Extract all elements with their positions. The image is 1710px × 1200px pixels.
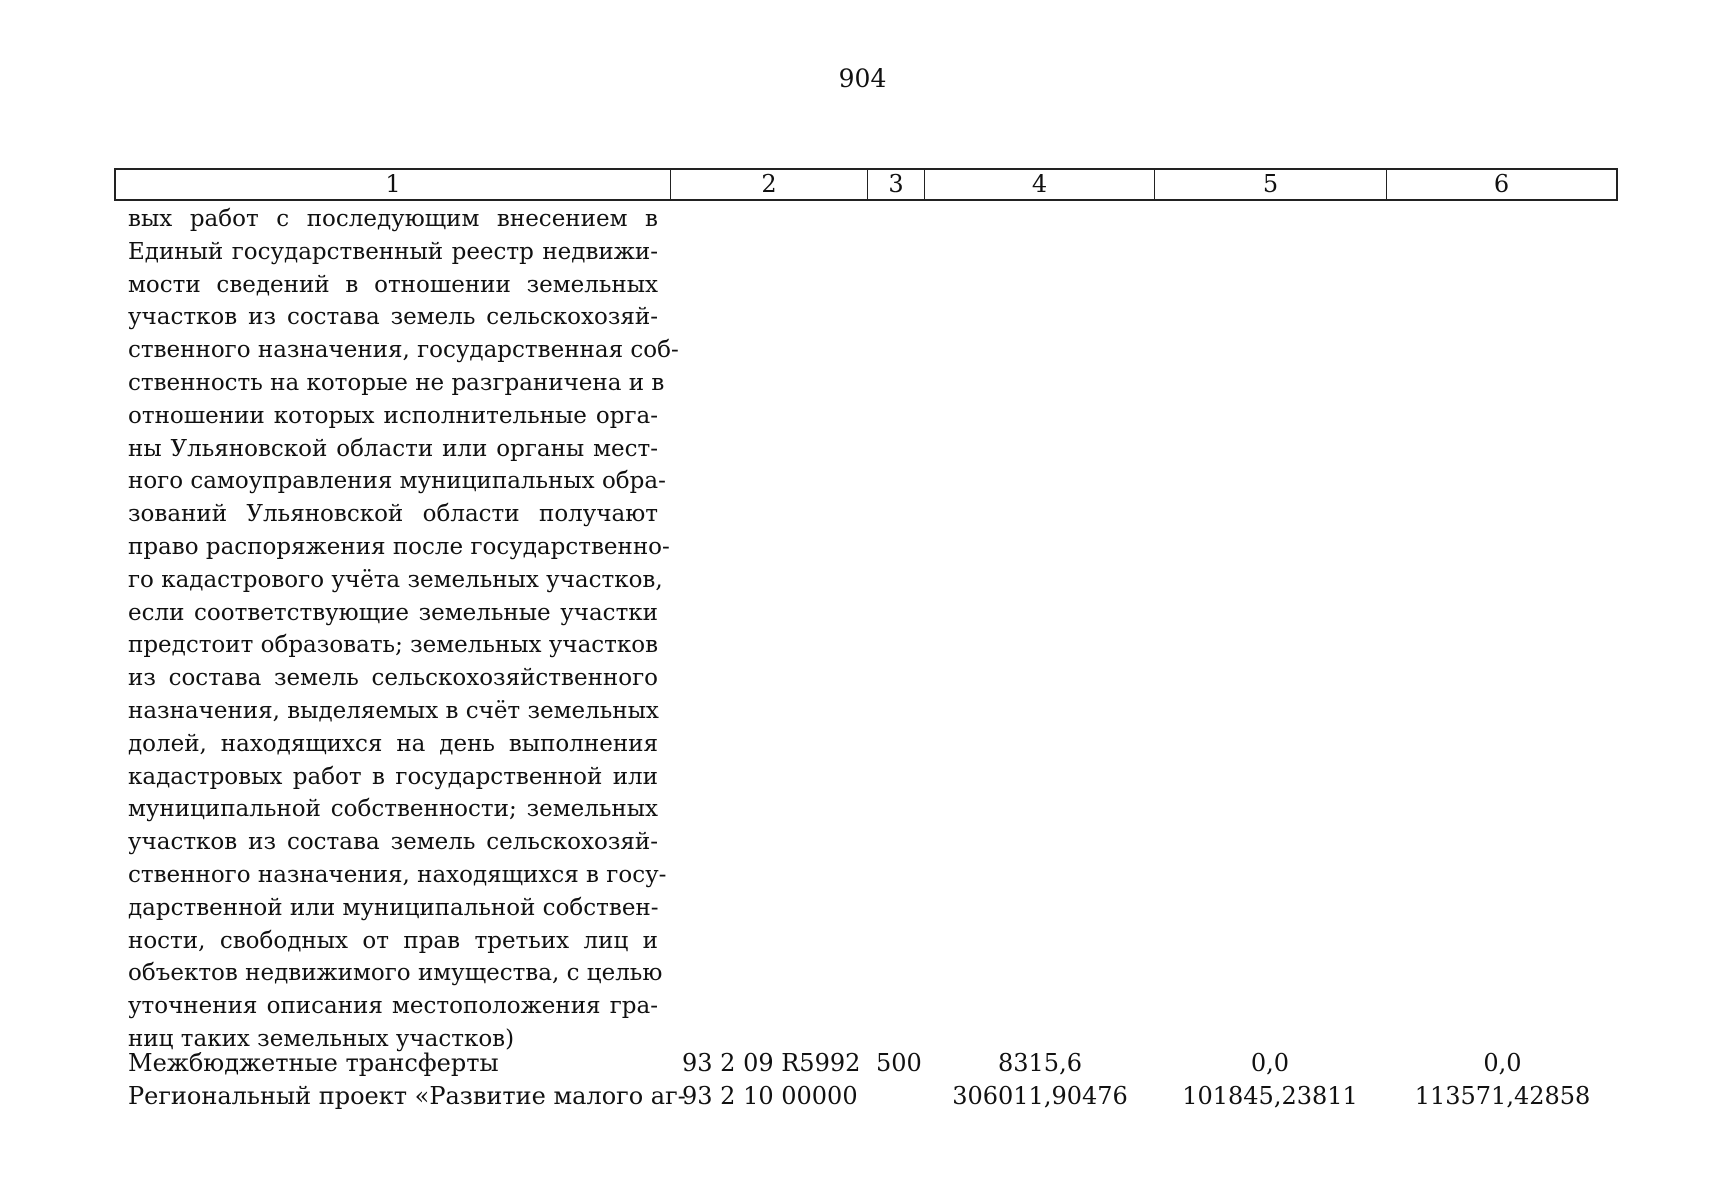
table-row-regional-project (0, 1080, 1710, 1113)
description-line: ности, свободных от прав третьих лиц и (128, 927, 658, 954)
description-line: предстоит образовать; земельных участков (128, 632, 659, 659)
header-cell-1: 1 (116, 170, 671, 199)
row-value-4: 306011,90476 (952, 1082, 1128, 1110)
description-line: ны Ульяновской области или органы мест- (128, 435, 658, 462)
row-value-6: 0,0 (1483, 1049, 1522, 1077)
description-line: муниципальной собственности; земельных (128, 796, 658, 823)
description-line: участков из состава земель сельскохозяй- (128, 829, 658, 856)
description-line: объектов недвижимого имущества, с целью (128, 960, 663, 987)
row-value-5: 0,0 (1250, 1049, 1290, 1077)
row-value-5: 101845,23811 (1182, 1082, 1358, 1110)
description-line: право распоряжения после государственно- (128, 533, 670, 560)
page-number: 904 (838, 64, 887, 93)
header-cell-4: 4 (925, 170, 1155, 199)
description-text-block (128, 203, 679, 1056)
description-line: ниц таких земельных участков) (128, 1025, 515, 1052)
description-line: участков из состава земель сельскохозяй- (128, 304, 658, 331)
description-line: дарственной или муниципальной собствен- (128, 894, 659, 921)
description-line: ственного назначения, находящихся в госу- (128, 861, 667, 888)
header-cell-3: 3 (868, 170, 925, 199)
header-cell-6: 6 (1493, 170, 1510, 198)
description-line: если соответствующие земельные участки (128, 599, 658, 626)
description-line: уточнения описания местоположения гра- (128, 993, 658, 1020)
description-line: Единый государственный реестр недвижи- (128, 238, 658, 265)
row-name: Региональный проект «Развитие малого аг- (128, 1082, 686, 1110)
row-value-4: 8315,6 (998, 1049, 1082, 1077)
row-code: 93 2 09 R5992 (682, 1049, 861, 1077)
description-line: мости сведений в отношении земельных (128, 271, 658, 298)
description-line: из состава земель сельскохозяйственного (128, 665, 658, 692)
row-value-6: 113571,42858 (1414, 1082, 1591, 1110)
row-type: 500 (876, 1049, 922, 1077)
description-line: кадастровых работ в государственной или (128, 763, 658, 790)
header-cell-2: 2 (671, 170, 868, 199)
description-line: назначения, выделяемых в счёт земельных (128, 697, 659, 724)
table-header-row (114, 168, 1618, 201)
row-code: 93 2 10 00000 (682, 1082, 858, 1110)
table-row-transfers (0, 1047, 1710, 1080)
description-line: зований Ульяновской области получают (128, 501, 658, 528)
description-line: ственного назначения, государственная соб- (128, 337, 679, 364)
row-name: Межбюджетные трансферты (128, 1049, 499, 1077)
description-line: го кадастрового учёта земельных участков, (128, 566, 663, 593)
description-line: ственность на которые не разграничена и в (128, 369, 665, 396)
header-cell-5: 5 (1155, 170, 1387, 199)
description-line: ного самоуправления муниципальных обра- (128, 468, 666, 495)
description-line: отношении которых исполнительные орга- (128, 402, 658, 429)
description-line: вых работ с последующим внесением в (128, 206, 658, 232)
description-line: долей, находящихся на день выполнения (128, 730, 658, 757)
